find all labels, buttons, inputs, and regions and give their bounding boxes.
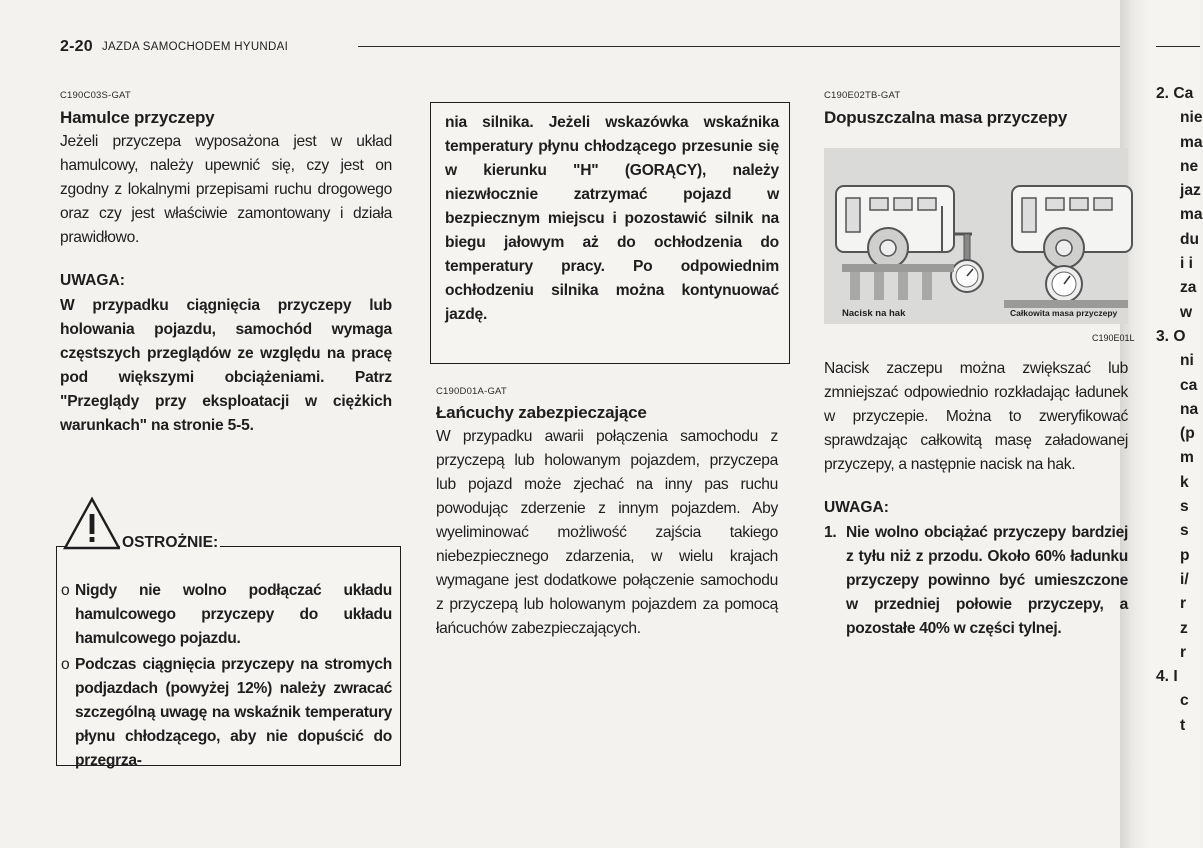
section-heading: Hamulce przyczepy <box>60 108 215 127</box>
column-trailer-weight-text <box>824 357 1128 641</box>
figure-caption-left: Nacisk na hak <box>842 308 906 319</box>
caution-item: o Nigdy nie wolno podłączać układu hamulcowego przyczepy do układu hamulcowego pojazdu. <box>61 579 392 651</box>
column-trailer-brakes <box>60 90 392 438</box>
section-body: Jeżeli przyczepa wyposażona jest w układ hamulcowy, należy upewnić się, czy jest on zgodny z lokalnymi przepisami ruchu drogowego oraz czy jest właściwie zamontowany i działa prawidłowo. <box>60 133 392 246</box>
chapter-title: JAZDA SAMOCHODEM HYUNDAI <box>102 41 289 53</box>
trailer-weight-illustration <box>824 148 1128 324</box>
next-page-header-rule <box>1156 46 1200 47</box>
section-heading: Dopuszczalna masa przyczepy <box>824 108 1068 127</box>
note-label: UWAGA: <box>60 272 125 289</box>
header-rule <box>358 46 1120 47</box>
continued-caution-text: nia silnika. Jeżeli wskazówka wskaźnika temperatury płynu chłodzącego przesunie się w kierunku "H" (GORĄCY), należy niezwłocznie zatrzymać pojazd w bezpiecznym miejscu i pozostawić silnik na biegu jałowym aż do ochłodzenia do temperatury pracy. Po odpowiednim ochłodzeniu silnika można kontynuować jazdę. <box>445 114 779 323</box>
note-label: UWAGA: <box>824 499 889 516</box>
next-page-edge: 2. Ca nie ma ne jaz ma du i i za w 3. O ni ca na (p m k s s p i/ r z r 4. I c t <box>1156 85 1203 734</box>
figure-code: C190E01L <box>1092 333 1135 343</box>
section-code: C190D01A-GAT <box>436 386 507 397</box>
section-body: W przypadku awarii połączenia samochodu z przyczepą lub holowanym pojazdem, przyczepa lub pojazd może zjechać na inny pas ruchu powodując zderzenie z innym pojazdem. Aby wyeliminować możliwość zajścia takiego niebezpiecznego zdarzenia, w wielu krajach wymagane jest dodatkowe połączenie samochodu z przyczepą lub holowanym pojazdem za pomocą łańcuchów zabezpieczających. <box>436 428 778 637</box>
section-body: Nacisk zaczepu można zwiększać lub zmniejszać odpowiednio rozkładając ładunek w przyczepie. Można to zweryfikować sprawdzając całkowitą masę załadowanej przyczepy, a następnie nacisk na hak. <box>824 360 1128 473</box>
warning-triangle-icon <box>62 496 122 552</box>
note-list <box>824 521 1128 641</box>
bullet-marker: o <box>61 582 70 599</box>
caution-box <box>56 546 401 769</box>
page-header <box>60 38 1120 58</box>
section-code: C190C03S-GAT <box>60 90 131 101</box>
caution-header <box>62 496 322 550</box>
note-list-item: 1. Nie wolno obciążać przyczepy bardziej z tyłu niż z przodu. Około 60% ładunku przyczepy powinno być umieszczone w przedniej połowie przyczepy, a pozostałe 40% w części tylnej. <box>824 524 1128 637</box>
figure-caption-right: Całkowita masa przyczepy <box>1010 308 1118 318</box>
trailer-scale-figure <box>824 148 1128 324</box>
caution-title: OSTROŻNIE: <box>122 534 219 551</box>
page-number: 2-20 <box>60 38 93 55</box>
continued-caution-box <box>430 102 790 364</box>
note-text: W przypadku ciągnięcia przyczepy lub holowania pojazdu, samochód wymaga częstszych przeglądów ze względu na pracę pod większymi obciążeniami. Patrz "Przeglądy przy eksploatacji w ciężkich warunkach" na stronie 5-5. <box>60 297 392 434</box>
section-code: C190E02TB-GAT <box>824 90 901 101</box>
column-trailer-weight <box>824 90 1128 128</box>
section-heading: Łańcuchy zabezpieczające <box>436 403 647 422</box>
column-safety-chains <box>436 386 778 641</box>
caution-item: o Podczas ciągnięcia przyczepy na stromych podjazdach (powyżej 12%) należy zwracać szczególną uwagę na wskaźnik temperatury płynu chłodzącego, aby nie dopuścić do przegrza- <box>61 653 392 773</box>
bullet-marker: o <box>61 656 70 673</box>
